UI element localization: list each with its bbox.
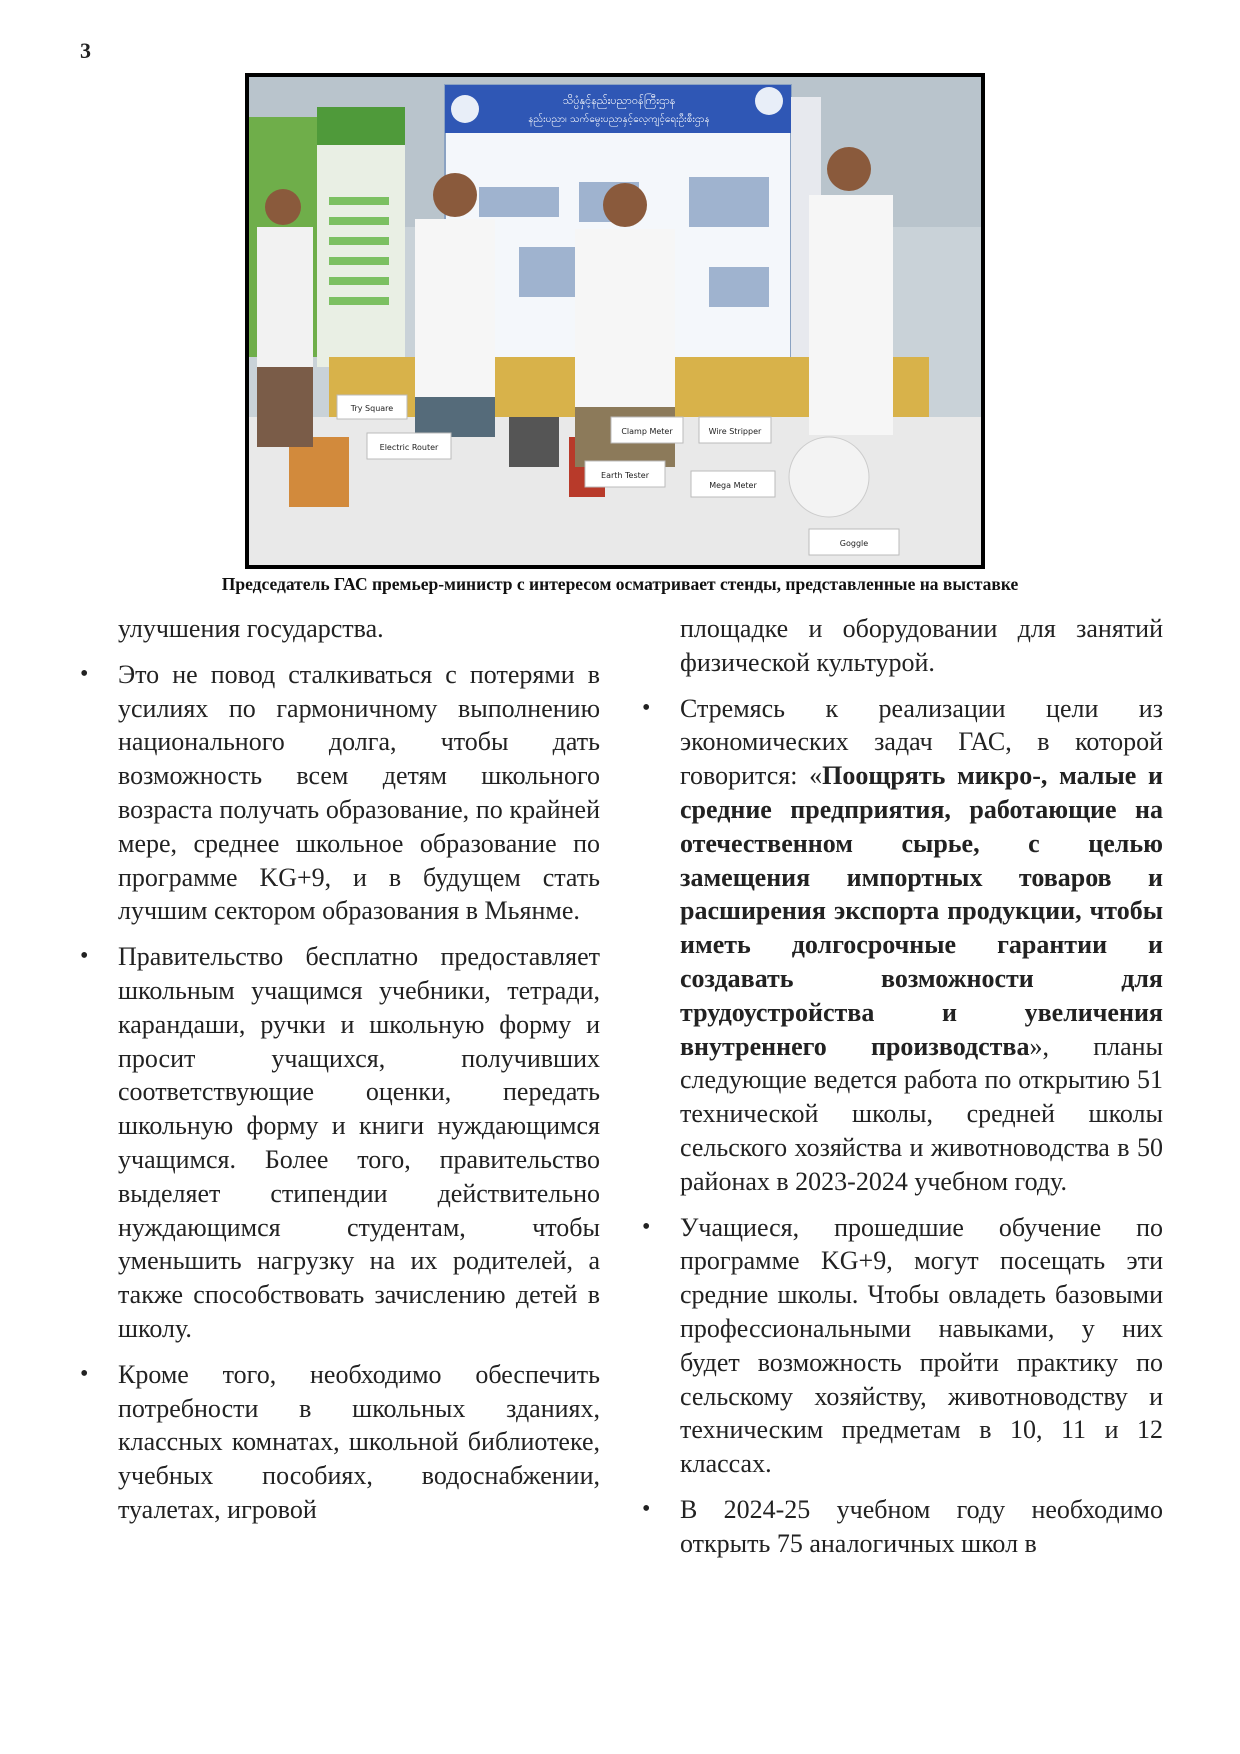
poster-header-line1: သိပ္ပံနှင့်နည်းပညာဝန်ကြီးဌာန <box>562 94 676 107</box>
label-clamp-meter: Clamp Meter <box>621 427 673 436</box>
label-mega-meter: Mega Meter <box>709 481 757 490</box>
label-try-square: Try Square <box>350 404 394 413</box>
label-goggle: Goggle <box>839 539 869 548</box>
left-column <box>118 612 600 1527</box>
left-bullet-list <box>118 658 600 1527</box>
right-column <box>680 612 1163 1561</box>
left-bullet-2: • Правительство бесплатно предоставляет школьным учащимся учебники, тетради, карандаши, ручки и школьную форму и просит учащихся, получивших соответствующие оценки, передать школьную форму и книги нуждающимся учащимся. Более того, правительство выделяет стипендии действительно нуждающимся студентам, чтобы уменьшить нагрузку на их родителей, а также способствовать зачислению детей в школу. <box>118 940 600 1346</box>
right-bullet-2: • Учащиеся, прошедшие обучение по программе KG+9, могут посещать эти средние школы. Чтобы овладеть базовыми профессиональными навыками, у них будет возможность пройти практику по сельскому хозяйству, животноводству и техническим предметам в 10, 11 и 12 классах. <box>680 1211 1163 1481</box>
right-bullet-1-intro: Стремясь к реализации цели из экономических задач ГАС, в которой говорится: « <box>680 693 1163 791</box>
right-continuation: площадке и оборудовании для занятий физической культурой. <box>680 614 1163 677</box>
label-earth-tester: Earth Tester <box>601 471 649 480</box>
page-number: 3 <box>80 38 91 63</box>
exhibition-photo-illustration <box>249 77 981 565</box>
right-bullet-1-outro: », планы следующие ведется работа по открытию 51 технической школы, средней школы сельского хозяйства и животноводства в 50 районах в 2023-2024 учебном году. <box>680 1031 1164 1196</box>
photo-caption: Председатель ГАС премьер-министр с интересом осматривает стенды, представленные на выставке <box>221 574 1019 594</box>
left-bullet-3: • Кроме того, необходимо обеспечить потребности в школьных зданиях, классных комнатах, школьной библиотеке, учебных пособиях, водоснабжении, туалетах, игровой <box>118 1358 600 1527</box>
right-bullet-3: • В 2024-25 учебном году необходимо открыть 75 аналогичных школ в <box>680 1493 1163 1561</box>
left-continuation: улучшения государства. <box>118 614 384 643</box>
exhibition-photo <box>245 73 985 569</box>
right-bullet-list <box>680 692 1163 1561</box>
label-wire-stripper: Wire Stripper <box>708 427 762 436</box>
poster-header-line2: နည်းပညာ၊ သက်မွေးပညာနှင့်လေ့ကျင့်ရေးဦးစီးဌာန <box>528 114 710 125</box>
right-bullet-1 <box>680 692 1163 1199</box>
left-bullet-1: • Это не повод сталкиваться с потерями в усилиях по гармоничному выполнению национального долга, чтобы дать возможность всем детям школьного возраста получать образование, по крайней мере, среднее школьное образование по программе KG+9, и в будущем стать лучшим сектором образования в Мьянме. <box>118 658 600 928</box>
label-electric-router: Electric Router <box>379 443 439 452</box>
right-bullet-1-quote: Поощрять микро-, малые и средние предприятия, работающие на отечественном сырье, с целью замещения импортных товаров и расширения экспорта продукции, чтобы иметь долгосрочные гарантии и создавать возможности для трудоустройства и увеличения внутреннего производства <box>680 761 1163 1061</box>
